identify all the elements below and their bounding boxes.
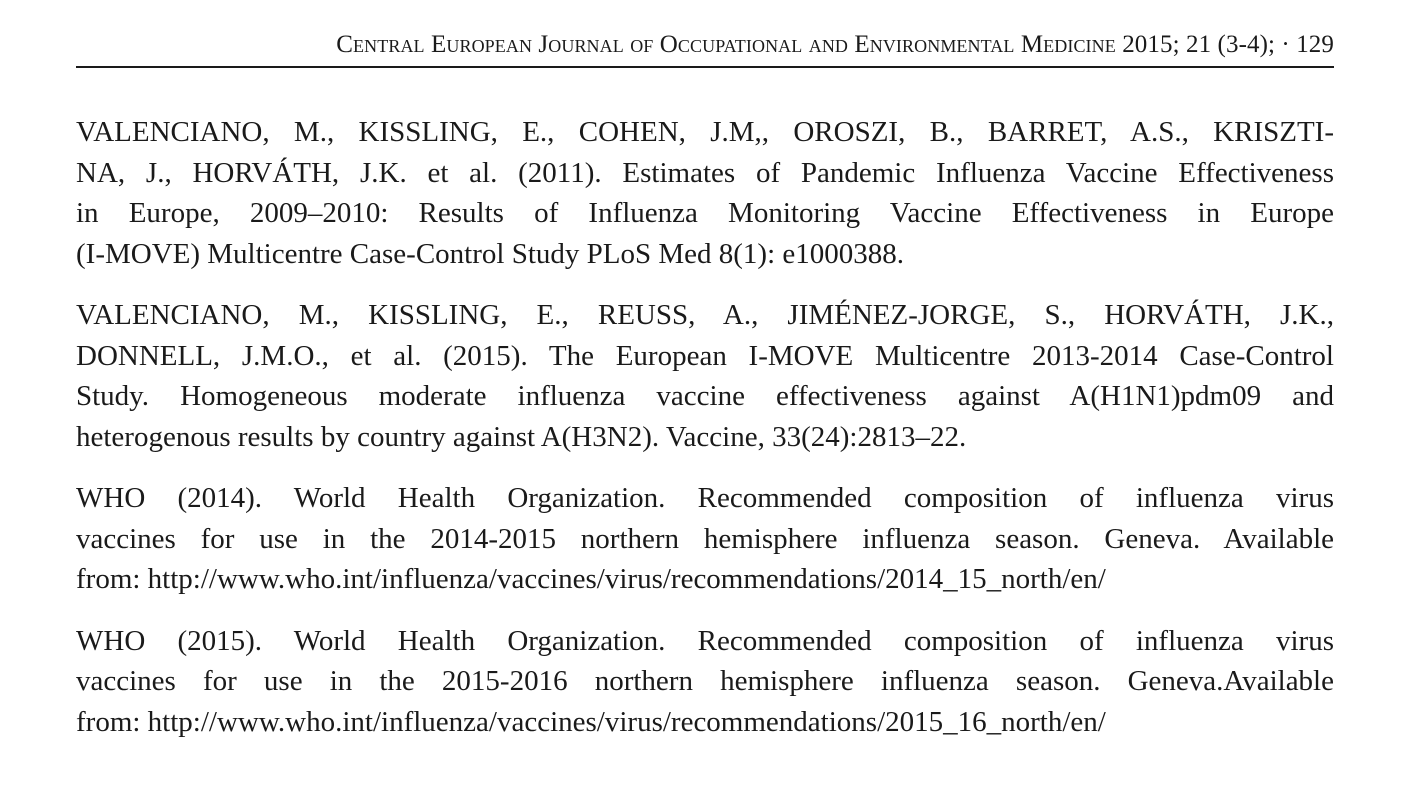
reference-line: VALENCIANO, M., KISSLING, E., REUSS, A., JIMÉNEZ-JORGE, S., HORVÁTH, J.K., bbox=[76, 299, 1334, 331]
reference-who-2015 bbox=[76, 621, 1334, 743]
reference-line: from: http://www.who.int/influenza/vaccines/virus/recommendations/2014_15_north/en/ bbox=[76, 563, 1106, 595]
reference-line: NA, J., HORVÁTH, J.K. et al. (2011). Estimates of Pandemic Influenza Vaccine Effectiveness bbox=[76, 156, 1334, 189]
reference-line: (I-MOVE) Multicentre Case-Control Study PLoS Med 8(1): e1000388. bbox=[76, 237, 905, 270]
reference-valenciano-2011 bbox=[76, 112, 1334, 274]
reference-line: DONNELL, J.M.O., et al. (2015). The European I-MOVE Multicentre 2013-2014 Case-Control bbox=[76, 339, 1334, 372]
reference-line: vaccines for use in the 2014-2015 northern hemisphere influenza season. Geneva. Available bbox=[76, 522, 1334, 555]
running-head bbox=[76, 28, 1334, 62]
reference-line: vaccines for use in the 2015-2016 northern hemisphere influenza season. Geneva.Available bbox=[76, 665, 1334, 697]
reference-who-2014 bbox=[76, 478, 1334, 600]
header-rule bbox=[76, 66, 1334, 68]
issue-and-page: 2015; 21 (3-4); · 129 bbox=[1122, 31, 1334, 58]
reference-valenciano-2015 bbox=[76, 295, 1334, 457]
reference-line: WHO (2014). World Health Organization. Recommended composition of influenza virus bbox=[76, 482, 1334, 514]
journal-title: Central European Journal of Occupational and Environmental Medicine bbox=[336, 31, 1116, 58]
reference-list bbox=[76, 112, 1334, 742]
page bbox=[76, 28, 1334, 763]
reference-line: from: http://www.who.int/influenza/vaccines/virus/recommendations/2015_16_north/en/ bbox=[76, 705, 1106, 738]
reference-line: Study. Homogeneous moderate influenza vaccine effectiveness against A(H1N1)pdm09 and bbox=[76, 380, 1334, 412]
reference-line: VALENCIANO, M., KISSLING, E., COHEN, J.M,, OROSZI, B., BARRET, A.S., KRISZTI- bbox=[76, 116, 1334, 148]
reference-line: in Europe, 2009–2010: Results of Influenza Monitoring Vaccine Effectiveness in Europe bbox=[76, 197, 1334, 229]
reference-line: heterogenous results by country against A(H3N2). Vaccine, 33(24):2813–22. bbox=[76, 420, 967, 453]
reference-line: WHO (2015). World Health Organization. Recommended composition of influenza virus bbox=[76, 624, 1334, 657]
